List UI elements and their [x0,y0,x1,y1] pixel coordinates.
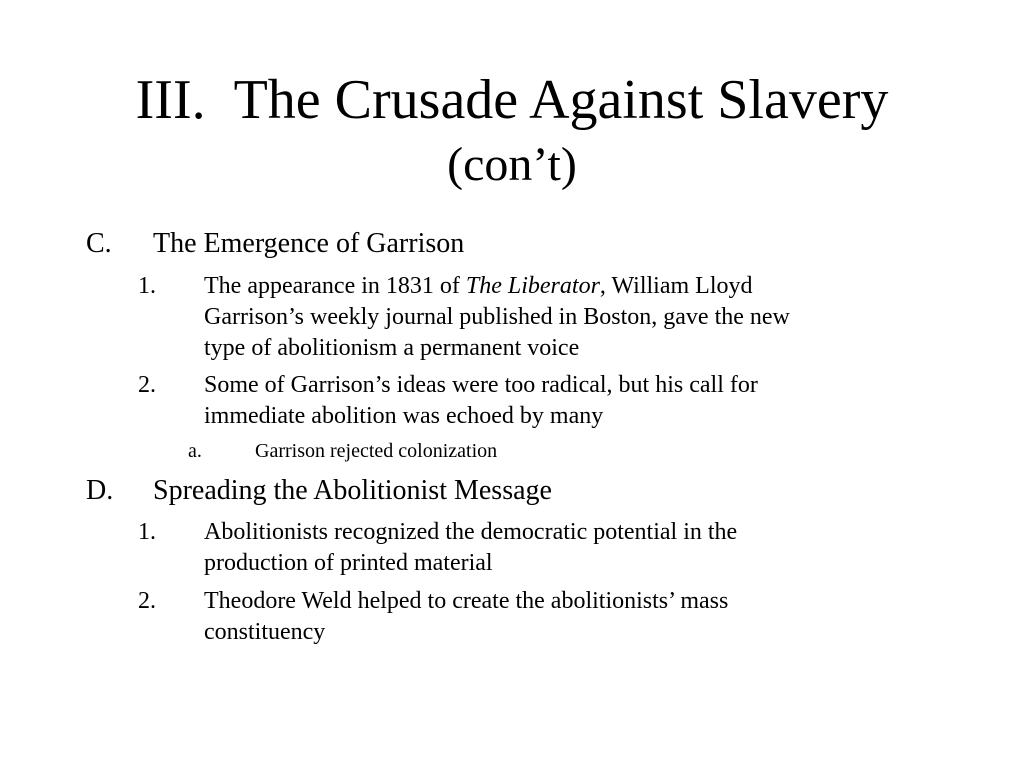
list-marker: 1. [138,519,156,545]
title-number: III. [135,69,206,131]
section-d-marker: D. [86,475,114,506]
text-line: Some of Garrison’s ideas were too radical, but his call for [204,372,758,398]
text-line: Theodore Weld helped to create the abolitionists’ mass [204,588,729,614]
list-item-text: Garrison rejected colonization [255,440,498,462]
list-item-text [204,586,728,648]
list-marker: a. [188,440,202,462]
section-c-marker: C. [86,228,112,259]
list-item-text [204,370,758,432]
publication-title: The Liberator [465,273,600,299]
list-item-text [204,517,737,579]
list-item-text [204,271,790,364]
text-segment: The appearance in 1831 of [204,273,466,299]
title-main-text: The Crusade Against Slavery [233,69,889,131]
text-line: constituency [204,619,326,645]
title-subtitle: (con’t) [447,138,577,191]
slide-title [0,66,1024,196]
text-line: production of printed material [204,550,493,576]
text-segment: , William Lloyd [599,273,753,299]
list-marker: 2. [138,372,156,398]
text-line: Abolitionists recognized the democratic potential in the [204,519,738,545]
text-line: type of abolitionism a permanent voice [204,335,580,361]
section-c-heading: The Emergence of Garrison [153,228,465,259]
text-line [204,271,790,302]
text-line: immediate abolition was echoed by many [204,403,604,429]
title-line-main [0,66,1024,134]
list-marker: 2. [138,588,156,614]
text-line: Garrison’s weekly journal published in Boston, gave the new [204,304,790,330]
section-d-heading: Spreading the Abolitionist Message [153,475,552,506]
list-marker: 1. [138,273,156,299]
